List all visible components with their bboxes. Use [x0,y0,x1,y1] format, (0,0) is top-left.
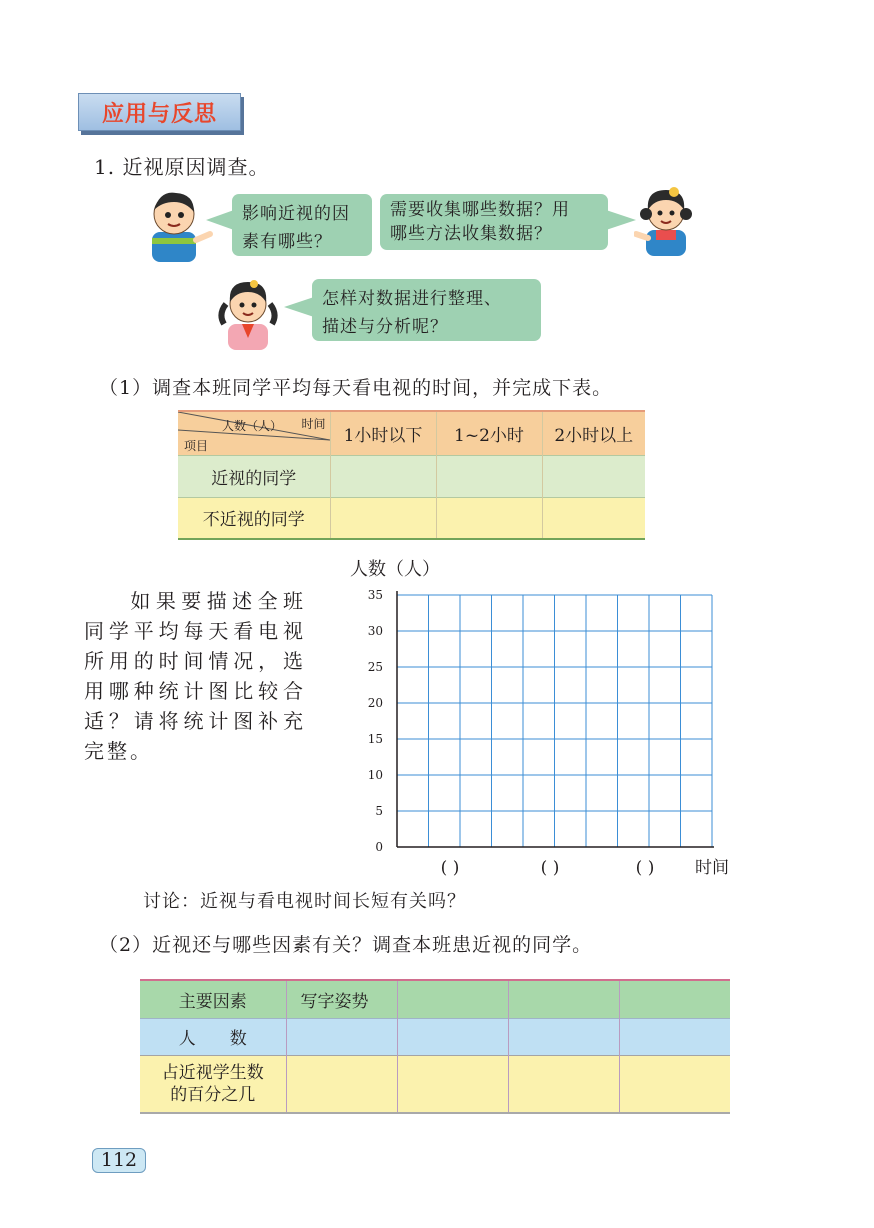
discussion-prompt: 讨论：近视与看电视时间长短有关吗？ [143,891,466,912]
blank-cell[interactable] [436,455,542,497]
corner-time-label: 时间 [301,417,326,431]
blank-cell[interactable] [508,1055,619,1113]
table-corner-cell [178,411,330,455]
y-tick-label: 15 [367,732,383,746]
bubble-text: 需要收集哪些数据？用 [390,200,570,220]
y-axis-label: 人数（人） [350,559,440,580]
blank-cell[interactable] [330,455,436,497]
y-tick-label: 35 [367,588,383,602]
blank-cell[interactable] [542,455,645,497]
paragraph-text: 如果要描述全班同学平均每天看电视所用的时间情况，选用哪种统计图比较合适？请将统计图补充完整。 [84,589,306,763]
x-category-placeholder: ( ) [635,858,655,878]
table-row [140,1055,730,1113]
row-label: 近视的同学 [178,455,330,497]
blank-cell[interactable] [397,1018,508,1055]
column-header: 2小时以上 [542,411,645,455]
section-title-badge: 应用与反思 [78,93,241,131]
x-category-placeholder: ( ) [440,858,460,878]
row-label: 人 数 [140,1018,286,1055]
blank-bar-chart [340,555,740,885]
blank-cell[interactable] [619,980,730,1018]
blank-cell[interactable] [436,497,542,539]
column-header: 主要因素 [140,980,286,1018]
table-row [178,497,645,539]
part2-question: （2）近视还与哪些因素有关？调查本班患近视的同学。 [99,934,593,956]
x-category-placeholder: ( ) [540,858,560,878]
blank-cell[interactable] [286,1018,397,1055]
page-number: 112 [92,1148,146,1173]
row-label: 不近视的同学 [178,497,330,539]
factor-table [140,979,730,1114]
y-tick-label: 20 [367,696,383,710]
row-label-line: 的百分之几 [170,1084,256,1105]
x-axis-label: 时间 [695,858,729,878]
y-tick-label: 30 [367,624,383,638]
bubble-text: 怎样对数据进行整理、 [322,289,502,309]
blank-cell[interactable] [508,980,619,1018]
row-label [140,1055,286,1113]
tv-time-table [178,410,645,540]
bubble-text: 影响近视的因 [242,204,350,224]
blank-cell[interactable] [397,980,508,1018]
corner-people-label: 人数（人） [222,419,283,433]
table-row [140,1018,730,1055]
table-row [178,455,645,497]
blank-cell[interactable] [619,1055,730,1113]
girl2-speech-bubble [312,279,541,341]
column-header: 1小时以下 [330,411,436,455]
girl-speech-bubble [380,194,608,250]
column-header: 写字姿势 [286,980,397,1018]
boy-speech-bubble [232,194,372,256]
corner-item-label: 项目 [184,439,209,453]
girl-illustration [634,186,698,260]
girl-with-pigtails-illustration [216,278,280,354]
bubble-text: 描述与分析呢？ [322,317,448,337]
blank-cell[interactable] [397,1055,508,1113]
y-tick-label: 25 [367,660,383,674]
y-tick-label: 10 [367,768,383,782]
y-tick-label: 5 [375,804,383,818]
bubble-text: 哪些方法收集数据？ [390,224,552,244]
instruction-paragraph [84,586,306,766]
column-header: 1~2小时 [436,411,542,455]
bubble-text: 素有哪些？ [242,232,332,252]
blank-cell[interactable] [542,497,645,539]
y-tick-label: 0 [375,840,383,854]
blank-cell[interactable] [330,497,436,539]
blank-cell[interactable] [619,1018,730,1055]
part1-question: （1）调查本班同学平均每天看电视的时间，并完成下表。 [99,377,613,399]
question-title: 1. 近视原因调查。 [94,155,270,179]
blank-cell[interactable] [508,1018,619,1055]
blank-cell[interactable] [286,1055,397,1113]
row-label-line: 占近视学生数 [161,1062,264,1083]
